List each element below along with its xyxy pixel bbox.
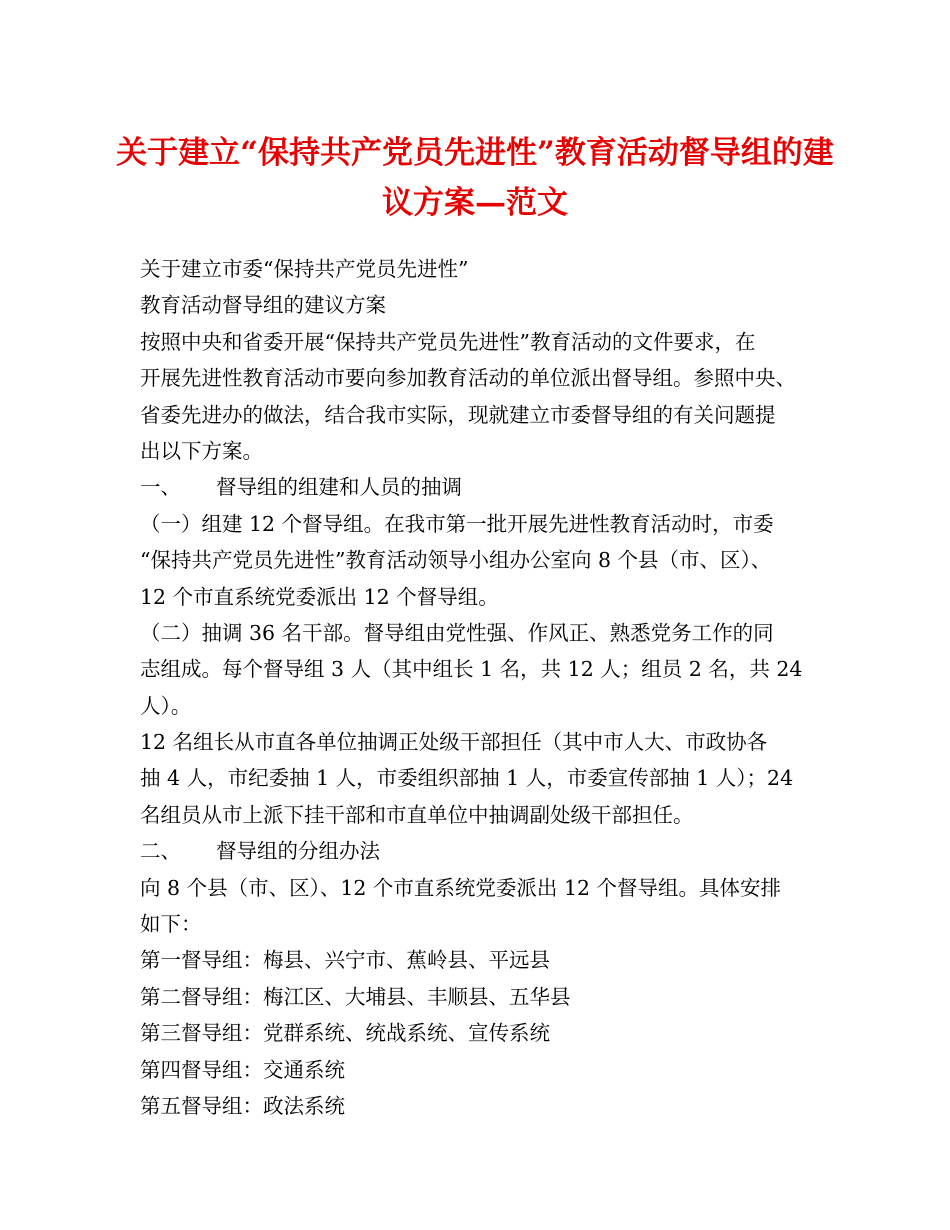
paragraph-line: “保持共产党员先进性”教育活动领导小组办公室向 8 个县（市、区）、 bbox=[140, 548, 772, 573]
paragraph-line: 如下： bbox=[140, 912, 202, 937]
list-item: 第二督导组：梅江区、大埔县、丰顺县、五华县 bbox=[140, 984, 571, 1009]
paragraph-line: 向 8 个县（市、区）、12 个市直系统党委派出 12 个督导组。具体安排 bbox=[140, 875, 782, 900]
paragraph-line: 抽 4 人，市纪委抽 1 人，市委组织部抽 1 人，市委宣传部抽 1 人）；24 bbox=[140, 766, 794, 791]
document-title bbox=[0, 128, 950, 228]
paragraph-line: 名组员从市上派下挂干部和市直单位中抽调副处级干部担任。 bbox=[140, 802, 694, 827]
paragraph-line: 省委先进办的做法，结合我市实际，现就建立市委督导组的有关问题提 bbox=[140, 402, 776, 427]
list-item: 第四督导组：交通系统 bbox=[140, 1057, 345, 1082]
section-title: 督导组的分组办法 bbox=[216, 839, 380, 864]
paragraph-line: 人）。 bbox=[140, 693, 192, 718]
paragraph-line: 出以下方案。 bbox=[140, 438, 263, 463]
paragraph-line: 教育活动督导组的建议方案 bbox=[140, 293, 386, 318]
paragraph-line: 按照中央和省委开展“保持共产党员先进性”教育活动的文件要求，在 bbox=[140, 329, 756, 354]
paragraph-line: （一）组建 12 个督导组。在我市第一批开展先进性教育活动时，市委 bbox=[140, 511, 774, 536]
section-heading bbox=[140, 833, 820, 869]
paragraph-line: 志组成。每个督导组 3 人（其中组长 1 名，共 12 人；组员 2 名，共 24 bbox=[140, 657, 803, 682]
paragraph-line: 开展先进性教育活动市要向参加教育活动的单位派出督导组。参照中央、 bbox=[140, 366, 796, 391]
title-line: 议方案—范文 bbox=[382, 185, 568, 221]
title-line: 关于建立“保持共产党员先进性”教育活动督导组的建 bbox=[116, 135, 834, 171]
section-title: 督导组的组建和人员的抽调 bbox=[216, 475, 462, 500]
paragraph-line: 关于建立市委“保持共产党员先进性” bbox=[140, 257, 469, 281]
section-heading bbox=[140, 469, 820, 505]
paragraph-line: 12 个市直系统党委派出 12 个督导组。 bbox=[140, 584, 499, 609]
document-body bbox=[140, 251, 820, 1124]
list-item: 第一督导组：梅县、兴宁市、蕉岭县、平远县 bbox=[140, 948, 550, 973]
list-item: 第三督导组：党群系统、统战系统、宣传系统 bbox=[140, 1021, 550, 1046]
paragraph-line: 12 名组长从市直各单位抽调正处级干部担任（其中市人大、市政协各 bbox=[140, 730, 768, 755]
section-number: 二、 bbox=[140, 839, 181, 864]
paragraph-line: （二）抽调 36 名干部。督导组由党性强、作风正、熟悉党务工作的同 bbox=[140, 620, 774, 645]
list-item: 第五督导组：政法系统 bbox=[140, 1093, 345, 1118]
section-number: 一、 bbox=[140, 475, 181, 500]
